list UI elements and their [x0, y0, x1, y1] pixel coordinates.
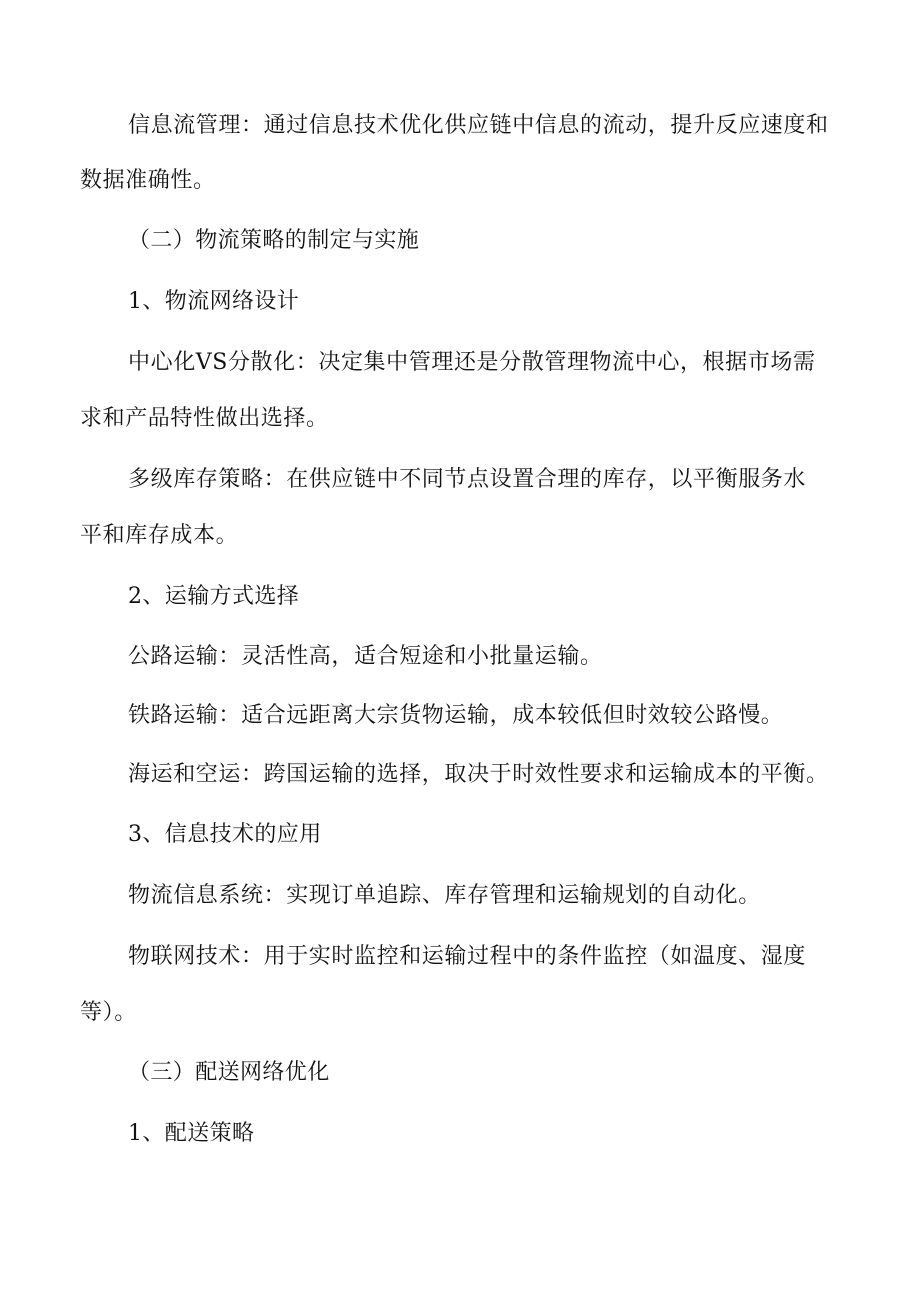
subheading-transport-mode: 2、运输方式选择	[128, 584, 300, 609]
section-heading-3: （三）配送网络优化	[128, 1060, 330, 1085]
paragraph-rail-transport: 铁路运输：适合远距离大宗货物运输，成本较低但时效较公路慢。	[128, 703, 784, 728]
paragraph-inventory-line2: 平和库存成本。	[80, 523, 239, 548]
paragraph-road-transport: 公路运输：灵活性高，适合短途和小批量运输。	[128, 644, 603, 669]
paragraph-inventory-line1: 多级库存策略：在供应链中不同节点设置合理的库存，以平衡服务水	[128, 467, 807, 492]
subheading-delivery-strategy: 1、配送策略	[128, 1121, 255, 1146]
section-heading-2: （二）物流策略的制定与实施	[128, 228, 420, 253]
subheading-it-application: 3、信息技术的应用	[128, 822, 322, 847]
paragraph-centralization-line2: 求和产品特性做出选择。	[80, 406, 329, 431]
paragraph-info-flow-line1: 信息流管理：通过信息技术优化供应链中信息的流动，提升反应速度和	[128, 113, 829, 138]
subheading-logistics-network: 1、物流网络设计	[128, 289, 300, 314]
paragraph-iot-line2: 等）。	[80, 1000, 137, 1025]
paragraph-logistics-info-system: 物流信息系统：实现订单追踪、库存管理和运输规划的自动化。	[128, 883, 761, 908]
paragraph-iot-line1: 物联网技术：用于实时监控和运输过程中的条件监控（如温度、湿度	[128, 944, 807, 969]
paragraph-sea-air-transport: 海运和空运：跨国运输的选择，取决于时效性要求和运输成本的平衡。	[128, 762, 829, 787]
paragraph-centralization-line1: 中心化VS分散化：决定集中管理还是分散管理物流中心，根据市场需	[128, 350, 816, 375]
paragraph-info-flow-line2: 数据准确性。	[80, 168, 216, 193]
